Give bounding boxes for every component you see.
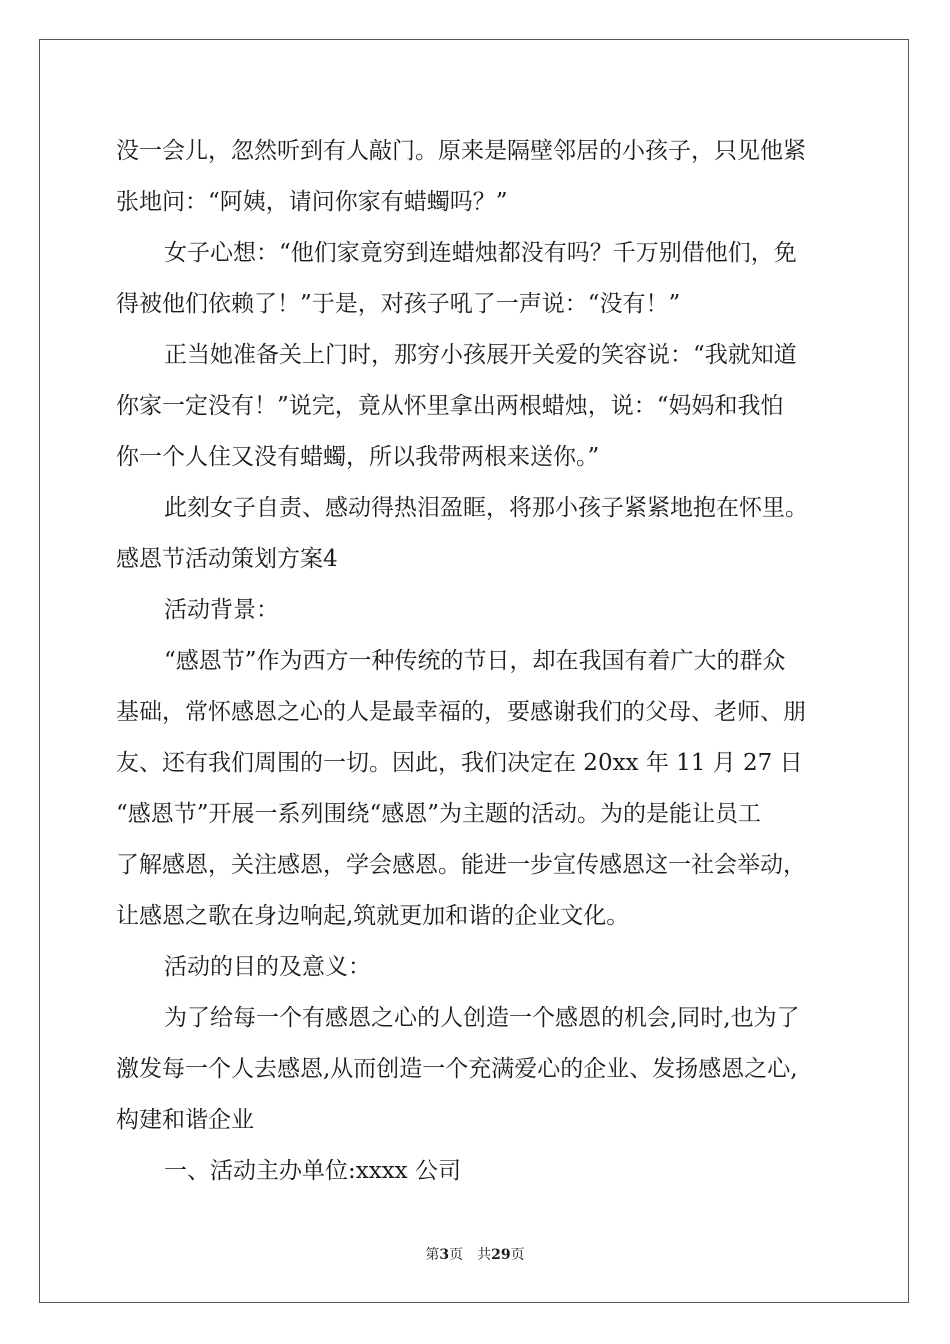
document-body — [116, 126, 834, 1197]
text-line: 此刻女子自责、感动得热泪盈眶，将那小孩子紧紧地抱在怀里。 — [164, 495, 808, 521]
subheading: 活动背景： — [164, 597, 279, 623]
text-line: 女子心想：“他们家竟穷到连蜡烛都没有吗？千万别借他们，免 — [164, 240, 797, 266]
text-line: 激发每一个人去感恩,从而创造一个充满爱心的企业、发扬感恩之心, — [116, 1056, 798, 1082]
total-prefix: 共 — [477, 1247, 492, 1263]
current-page-number: 3 — [439, 1247, 450, 1263]
text-line: 构建和谐企业 — [116, 1107, 254, 1133]
text-line: 让感恩之歌在身边响起,筑就更加和谐的企业文化。 — [116, 903, 630, 929]
text-line: 了解感恩，关注感恩，学会感恩。能进一步宣传感恩这一社会举动， — [116, 852, 806, 878]
text-line: 没一会儿，忽然听到有人敲门。原来是隔壁邻居的小孩子，只见他紧 — [116, 138, 806, 164]
text-line: 基础，常怀感恩之心的人是最幸福的，要感谢我们的父母、老师、朋 — [116, 699, 806, 725]
total-pages-number: 29 — [491, 1247, 511, 1263]
text-line: “感恩节”作为西方一种传统的节日，却在我国有着广大的群众 — [164, 648, 786, 674]
page-footer — [0, 1244, 950, 1264]
text-line: 张地问：“阿姨，请问你家有蜡蠋吗？” — [116, 189, 508, 215]
section-heading: 感恩节活动策划方案4 — [116, 546, 338, 572]
text-line: 你一个人住又没有蜡蠋，所以我带两根来送你。” — [116, 444, 600, 470]
text-line: 友、还有我们周围的一切。因此，我们决定在 20xx 年 11 月 27 日 — [116, 750, 803, 776]
text-line: 正当她准备关上门时，那穷小孩展开关爱的笑容说：“我就知道 — [164, 342, 797, 368]
text-line: 为了给每一个有感恩之心的人创造一个感恩的机会,同时,也为了 — [164, 1005, 800, 1031]
page-prefix: 第 — [425, 1247, 440, 1263]
total-suffix: 页 — [510, 1247, 525, 1263]
subheading: 活动的目的及意义： — [164, 954, 371, 980]
text-line: 你家一定没有！”说完，竟从怀里拿出两根蜡烛，说：“妈妈和我怕 — [116, 393, 784, 419]
text-line: 一、活动主办单位:xxxx 公司 — [164, 1158, 461, 1184]
text-line: 得被他们依赖了！”于是，对孩子吼了一声说：“没有！” — [116, 291, 681, 317]
text-line: “感恩节”开展一系列围绕“感恩”为主题的活动。为的是能让员工 — [116, 801, 762, 827]
page-suffix: 页 — [449, 1247, 464, 1263]
